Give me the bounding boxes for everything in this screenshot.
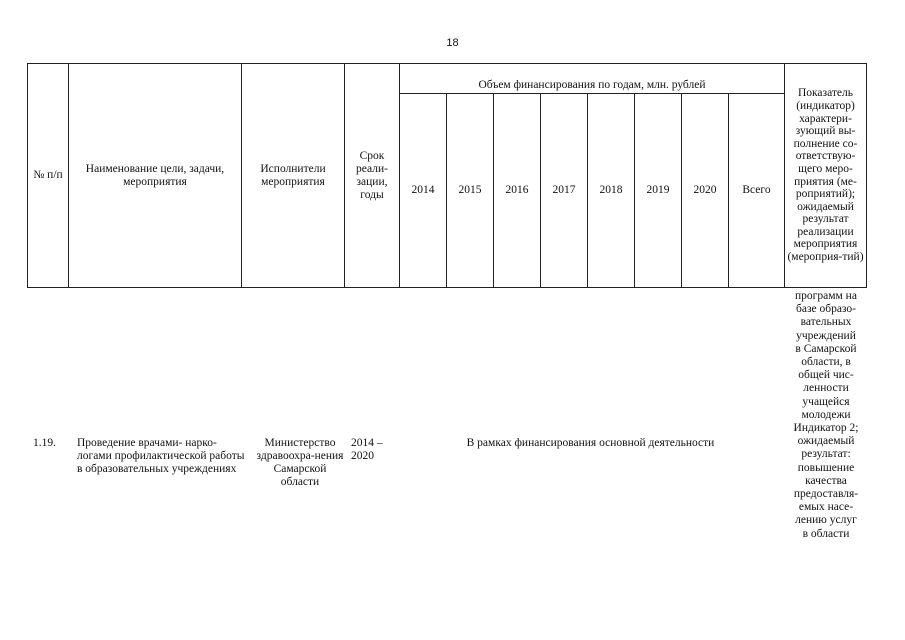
row-funding-note: В рамках финансирования основной деятельности [466, 437, 715, 449]
row-executor: Министерство здравоохра-нения Самарской области [256, 437, 344, 488]
header-year-2016: 2016 [494, 94, 541, 288]
indicator-continuation [786, 290, 866, 541]
header-year-2017: 2017 [541, 94, 588, 288]
header-name: Наименование цели, задачи, мероприятия [69, 64, 242, 288]
indicator-line: качества [805, 474, 847, 487]
header-year-2020: 2020 [682, 94, 729, 288]
header-year-2015: 2015 [447, 94, 494, 288]
indicator-line: результат: [801, 448, 851, 461]
header-num: № п/п [28, 64, 69, 288]
header-year-2014: 2014 [400, 94, 447, 288]
indicator-line: ожидаемый [797, 435, 855, 448]
indicator-line: области, в [801, 356, 851, 369]
header-indicator: Показатель (индикатор) характери-зующий вы-полнение со-ответствую-щего меро-приятия (ме-роприятий); ожидаемый результат реализации мероприятия (мероприя-тий) [785, 64, 867, 288]
indicator-line: лению услуг [795, 514, 857, 527]
indicator-line: вательных [800, 316, 852, 329]
indicator-line: учреждений [796, 329, 856, 342]
indicator-line: предоставля- [793, 488, 859, 501]
indicator-line: программ на [795, 290, 857, 302]
indicator-line: в области [802, 527, 850, 540]
indicator-line: ленности [803, 382, 849, 395]
indicator-line: емых насе- [798, 501, 854, 514]
header-executors: Исполнители мероприятия [242, 64, 345, 288]
indicator-line: общей чис- [798, 369, 854, 382]
indicator-line: повышение [797, 461, 855, 474]
page-number: 18 [446, 37, 459, 49]
header-total: Всего [729, 94, 785, 288]
indicator-line: Индикатор 2; [793, 422, 859, 435]
header-funding: Объем финансирования по годам, млн. рублей [400, 64, 785, 94]
row-term: 2014 – 2020 [351, 437, 383, 462]
row-activity-name: Проведение врачами- нарко-логами профилактической работы в образовательных учреждениях [77, 437, 245, 475]
indicator-line: учащейся [802, 395, 850, 408]
header-year-2019: 2019 [635, 94, 682, 288]
indicator-line: базе образо- [796, 303, 856, 316]
row-number: 1.19. [33, 437, 56, 449]
header-term: Срок реали-зации, годы [345, 64, 400, 288]
program-table [27, 63, 867, 288]
indicator-line: молодежи [801, 408, 851, 421]
header-year-2018: 2018 [588, 94, 635, 288]
indicator-line: в Самарской [795, 342, 857, 355]
